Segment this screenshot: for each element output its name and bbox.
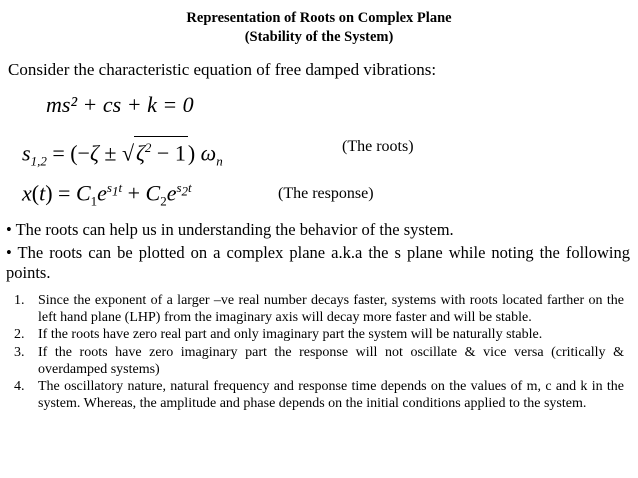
list-item-number: 3. — [14, 344, 25, 360]
list-item-text: If the roots have zero imaginary part the response will not oscillate & vice versa (critically & overdamped systems) — [38, 344, 624, 377]
roots-equation: $s_{1,2} = (-\zeta \pm √\zeta^2 - 1)$ $\omega_n$ — [22, 136, 223, 170]
list-item-number: 4. — [14, 379, 25, 395]
response-equation: $x(t) = C_1e^{s_1t} + C_2e^{s_2t}$ — [22, 180, 192, 209]
list-item-text: Since the exponent of a larger –ve real number decays faster, systems with roots located farther on the left hand plane (LHP) from the imaginary axis will decay more faster and will be stable. — [38, 293, 624, 326]
list-item-text: The oscillatory nature, natural frequency and response time depends on the values of m, c and k in the system. Whereas, the amplitude and phase depends on the initial conditions applied to the system. — [38, 379, 624, 412]
bullet-roots-plotted: • The roots can be plotted on a complex plane a.k.a the s plane while noting the following points. — [6, 243, 630, 282]
slide-title: Representation of Roots on Complex Plane — [186, 10, 452, 26]
points-list — [0, 292, 624, 412]
list-item — [0, 326, 624, 343]
roots-label: (The roots) — [342, 138, 414, 155]
response-label: (The response) — [278, 185, 374, 202]
characteristic-equation: ms² + cs + k = 0 — [46, 92, 194, 117]
list-item — [0, 378, 624, 412]
list-item-number: 1. — [14, 293, 25, 308]
slide-subtitle: (Stability of the System) — [244, 29, 394, 45]
intro-text: Consider the characteristic equation of free damped vibrations: — [8, 60, 437, 79]
list-item-number: 2. — [14, 327, 25, 343]
bullet-roots-help: • The roots can help us in understanding the behavior of the system. — [6, 220, 454, 239]
list-item-text: If the roots have zero real part and only imaginary part the system will be naturally stable. — [38, 327, 543, 343]
list-item — [0, 292, 624, 326]
list-item — [0, 344, 624, 378]
